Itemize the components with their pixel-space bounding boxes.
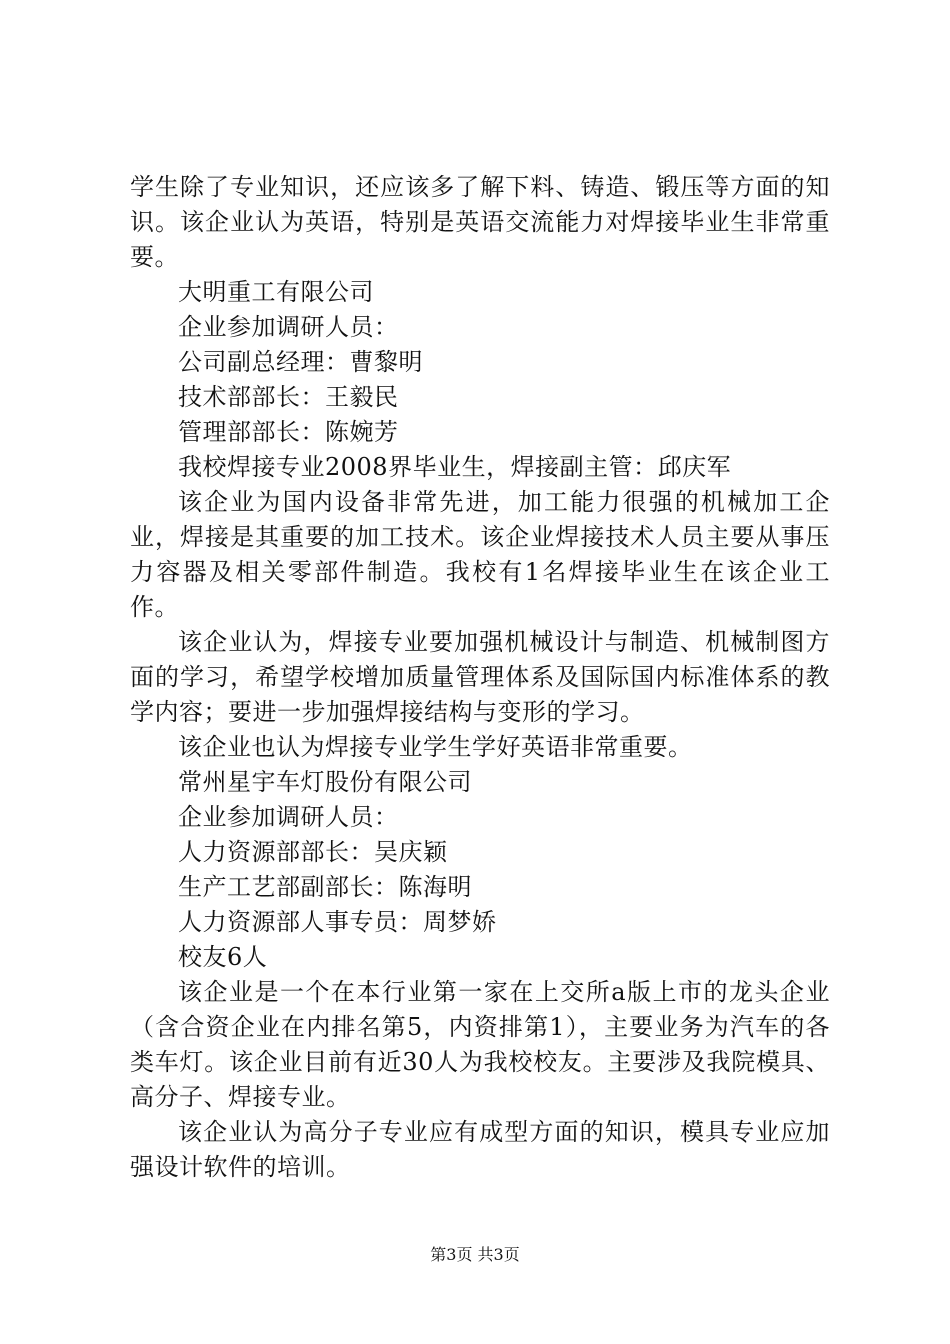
page-footer (0, 1244, 950, 1266)
participant-line: 生产工艺部副部长：陈海明 (178, 873, 472, 901)
paragraph-english-opinion: 该企业也认为焊接专业学生学好英语非常重要。 (178, 733, 693, 761)
alumni-count: 校友6人 (178, 943, 268, 971)
participants-heading: 企业参加调研人员： (178, 803, 399, 831)
paragraph-company-opinion: 该企业认为高分子专业应有成型方面的知识，模具专业应加强设计软件的培训。 (130, 1118, 830, 1181)
paragraph-company-description: 该企业是一个在本行业第一家在上交所a版上市的龙头企业（含合资企业在内排名第5，内资排第1），主要业务为汽车的各类车灯。该企业目前有近30人为我校校友。主要涉及我院模具、高分子、焊接专业。 (130, 978, 830, 1111)
participant-line: 人力资源部人事专员：周梦娇 (178, 908, 497, 936)
participant-line: 人力资源部部长：吴庆颖 (178, 838, 448, 866)
participant-line: 管理部部长：陈婉芳 (178, 418, 399, 446)
page-number: 第3页 共3页 (430, 1245, 520, 1264)
participant-line: 技术部部长：王毅民 (178, 383, 399, 411)
paragraph-company-opinion: 该企业认为，焊接专业要加强机械设计与制造、机械制图方面的学习，希望学校增加质量管理体系及国际国内标准体系的教学内容；要进一步加强焊接结构与变形的学习。 (130, 628, 830, 726)
participants-heading: 企业参加调研人员： (178, 313, 399, 341)
company-name-xingyu: 常州星宇车灯股份有限公司 (178, 768, 472, 796)
paragraph-continuation: 学生除了专业知识，还应该多了解下料、铸造、锻压等方面的知识。该企业认为英语，特别是英语交流能力对焊接毕业生非常重要。 (130, 173, 830, 271)
document-body (130, 170, 830, 1185)
paragraph-company-description: 该企业为国内设备非常先进，加工能力很强的机械加工企业，焊接是其重要的加工技术。该企业焊接技术人员主要从事压力容器及相关零部件制造。我校有1名焊接毕业生在该企业工作。 (130, 488, 830, 621)
participant-line: 公司副总经理：曹黎明 (178, 348, 423, 376)
participant-line: 我校焊接专业2008界毕业生，焊接副主管：邱庆军 (178, 453, 732, 481)
company-name-daming: 大明重工有限公司 (178, 278, 374, 306)
